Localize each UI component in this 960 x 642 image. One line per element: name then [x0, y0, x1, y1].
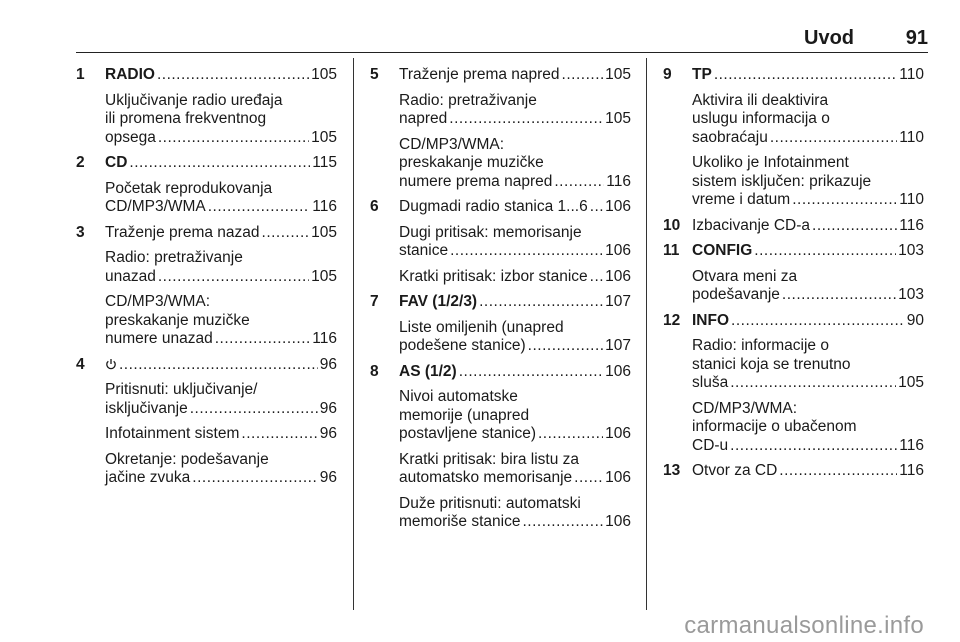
- toc-line-text: stanici koja se trenutno: [692, 355, 851, 373]
- watermark: carmanualsonline.info: [684, 612, 924, 639]
- toc-line-text: Početak reprodukovanja: [105, 179, 273, 197]
- toc-subentry: [399, 92, 631, 129]
- toc-subentry: [399, 224, 631, 261]
- toc-subentry: [105, 249, 337, 286]
- page-reference: 116: [606, 172, 631, 190]
- toc-line-text: isključivanje: [105, 399, 188, 417]
- page-reference: 115: [312, 154, 337, 171]
- dot-leader: [158, 268, 309, 287]
- toc-line-text: INFO: [692, 311, 730, 329]
- toc-line: [105, 66, 337, 85]
- spacer: [399, 381, 631, 388]
- toc-line-text: CONFIG: [692, 242, 753, 259]
- toc-line-text: CD-u: [692, 436, 729, 454]
- toc-line-text: Okretanje: podešavanje: [105, 450, 269, 468]
- page-reference: 106: [605, 362, 631, 380]
- toc-entry: [370, 363, 631, 532]
- page-reference: 96: [319, 469, 337, 486]
- toc-entry: [663, 312, 924, 456]
- page-reference: 106: [605, 267, 631, 285]
- toc-line-text: RADIO: [105, 66, 155, 83]
- page-reference: 105: [311, 267, 337, 285]
- spacer: [76, 488, 337, 495]
- toc-line-text: jačine zvuka: [105, 469, 191, 486]
- page-reference: 116: [312, 330, 337, 347]
- toc-line-text: Dugmadi radio stanica 1...6: [399, 198, 588, 215]
- toc-line: [105, 469, 337, 488]
- toc-line: [692, 462, 924, 481]
- spacer: [105, 242, 337, 249]
- toc-line-text: CD: [105, 154, 128, 171]
- toc-subentry: [105, 293, 337, 349]
- dot-leader: [770, 129, 897, 148]
- dot-leader: [157, 66, 309, 85]
- toc-line-text: Traženje prema nazad: [105, 223, 260, 241]
- item-number: 9: [663, 66, 672, 83]
- page-reference: 106: [605, 513, 631, 530]
- dot-leader: [554, 173, 604, 192]
- toc-line-text: CD/MP3/WMA:: [105, 293, 211, 310]
- toc-subentry: [105, 180, 337, 217]
- spacer: [692, 330, 924, 337]
- spacer: [663, 455, 924, 462]
- spacer: [399, 261, 631, 268]
- item-number: 13: [663, 462, 681, 479]
- dot-leader: [730, 437, 897, 456]
- spacer: [399, 312, 631, 319]
- dot-leader: [158, 129, 309, 148]
- spacer: [692, 147, 924, 154]
- dot-leader: [459, 363, 603, 382]
- toc-line-text: postavljene stanice): [399, 425, 536, 442]
- toc-entry: [76, 66, 337, 147]
- toc-line-text: opsega: [105, 128, 156, 146]
- toc-column-3: [663, 66, 924, 488]
- dot-leader: [731, 312, 905, 331]
- column-divider: [353, 58, 354, 610]
- item-number: 11: [663, 242, 680, 259]
- page-reference: 96: [319, 399, 337, 417]
- toc-entry: [663, 462, 924, 481]
- toc-line: [105, 425, 337, 444]
- toc-line: [399, 173, 631, 192]
- toc-entry: [76, 356, 337, 488]
- toc-entry: [76, 154, 337, 217]
- toc-line-text: Radio: pretraživanje: [399, 91, 537, 109]
- toc-subentry: [692, 92, 924, 148]
- dot-leader: [450, 242, 603, 261]
- item-number: 12: [663, 311, 681, 329]
- toc-line-text: ili promena frekventnog: [105, 110, 267, 127]
- spacer: [370, 356, 631, 363]
- page-reference: 90: [906, 311, 924, 329]
- toc-line-text: Duže pritisnuti: automatski: [399, 494, 581, 512]
- page-reference: 96: [319, 355, 337, 373]
- toc-line: [105, 268, 337, 287]
- dot-leader: [590, 268, 603, 287]
- spacer: [370, 191, 631, 198]
- page-reference: 105: [605, 66, 631, 83]
- toc-line-text: AS (1/2): [399, 362, 457, 380]
- spacer: [76, 217, 337, 224]
- toc-entry: [663, 242, 924, 305]
- dot-leader: [574, 469, 603, 488]
- dot-leader: [714, 66, 897, 85]
- section-title: Uvod: [804, 27, 854, 49]
- toc-line: [399, 293, 631, 312]
- item-number: 7: [370, 293, 379, 310]
- spacer: [399, 129, 631, 136]
- spacer: [76, 147, 337, 154]
- spacer: [105, 418, 337, 425]
- dot-leader: [241, 425, 317, 444]
- spacer: [663, 481, 924, 488]
- toc-line-text: TP: [692, 66, 712, 83]
- toc-subentry: [105, 425, 337, 444]
- toc-line-text: CD/MP3/WMA: [105, 198, 206, 215]
- dot-leader: [792, 191, 897, 210]
- toc-line-text: memorije (unapred: [399, 406, 530, 424]
- spacer: [663, 235, 924, 242]
- toc-subentry: [692, 268, 924, 305]
- toc-line: [105, 400, 337, 419]
- dot-leader: [779, 462, 897, 481]
- toc-line: [105, 154, 337, 173]
- page-reference: 105: [311, 223, 337, 241]
- toc-line: [399, 110, 631, 129]
- toc-line: [692, 286, 924, 305]
- toc-line-text: podešene stanice): [399, 337, 526, 354]
- page-reference: 106: [605, 242, 631, 259]
- toc-line-text: vreme i datum: [692, 191, 791, 208]
- toc-line: [105, 224, 337, 243]
- dot-leader: [262, 224, 310, 243]
- dot-leader: [812, 217, 897, 236]
- toc-line-text: numere prema napred: [399, 172, 553, 190]
- page-reference: 116: [899, 462, 924, 479]
- item-number: 6: [370, 198, 379, 215]
- dot-leader: [215, 330, 311, 349]
- toc-line-text: stanice: [399, 242, 449, 259]
- spacer: [105, 374, 337, 381]
- item-number: 1: [76, 66, 85, 83]
- toc-subentry: [399, 388, 631, 444]
- toc-subentry: [692, 337, 924, 393]
- toc-line: [399, 198, 631, 217]
- toc-subentry: [399, 268, 631, 287]
- toc-line: [105, 356, 337, 375]
- toc-line: [399, 242, 631, 261]
- toc-subentry: [399, 495, 631, 532]
- item-number: 5: [370, 66, 379, 83]
- toc-line-text: Aktivira ili deaktivira: [692, 91, 829, 109]
- dot-leader: [192, 469, 317, 488]
- page-reference: 103: [898, 242, 924, 259]
- toc-line-text: saobraćaju: [692, 128, 768, 146]
- toc-line-text: sistem isključen: prikazuje: [692, 172, 872, 190]
- toc-column-1: [76, 66, 337, 495]
- toc-line-text: Izbacivanje CD-a: [692, 216, 811, 234]
- page-reference: 107: [605, 337, 631, 354]
- page-reference: 105: [898, 374, 924, 391]
- toc-line-text: unazad: [105, 267, 156, 285]
- spacer: [663, 210, 924, 217]
- toc-line-text: napred: [399, 110, 448, 127]
- toc-line-text: memoriše stanice: [399, 513, 521, 530]
- toc-line-text: uslugu informacija o: [692, 110, 830, 127]
- toc-line-text: Otvor za CD: [692, 462, 778, 479]
- toc-line: [399, 66, 631, 85]
- toc-line: [692, 437, 924, 456]
- column-divider: [646, 58, 647, 610]
- dot-leader: [782, 286, 896, 305]
- toc-line-text: numere unazad: [105, 330, 213, 347]
- toc-entry: [370, 293, 631, 356]
- item-number: 2: [76, 154, 85, 171]
- page-reference: 116: [899, 436, 924, 454]
- toc-subentry: [399, 319, 631, 356]
- page-reference: 110: [899, 128, 924, 146]
- toc-entry: [76, 224, 337, 349]
- page-reference: 116: [899, 216, 924, 234]
- toc-subentry: [105, 451, 337, 488]
- dot-leader: [528, 337, 603, 356]
- page-reference: 106: [605, 469, 631, 486]
- spacer: [105, 286, 337, 293]
- toc-line-text: [105, 356, 117, 375]
- toc-line: [692, 66, 924, 85]
- dot-leader: [590, 198, 603, 217]
- page-reference: 96: [319, 425, 337, 442]
- item-number: 4: [76, 355, 85, 373]
- page-reference: 106: [605, 425, 631, 442]
- dot-leader: [522, 513, 603, 532]
- dot-leader: [562, 66, 604, 85]
- toc-line-text: Radio: pretraživanje: [105, 249, 243, 266]
- toc-line: [692, 312, 924, 331]
- toc-line-text: Dugi pritisak: memorisanje: [399, 223, 582, 241]
- page-reference: 105: [311, 66, 337, 83]
- toc-line-text: CD/MP3/WMA:: [399, 135, 505, 153]
- page-number: 91: [905, 27, 928, 49]
- dot-leader: [754, 242, 896, 261]
- toc-entry: [370, 66, 631, 191]
- toc-line-text: Radio: informacije o: [692, 337, 829, 354]
- dot-leader: [538, 425, 603, 444]
- page-reference: 105: [605, 110, 631, 127]
- spacer: [692, 393, 924, 400]
- dot-leader: [730, 374, 896, 393]
- toc-entry: [663, 217, 924, 236]
- toc-subentry: [105, 381, 337, 418]
- toc-line-text: Kratki pritisak: bira listu za: [399, 450, 580, 468]
- page-reference: 105: [311, 128, 337, 146]
- toc-line-text: Uključivanje radio uređaja: [105, 91, 283, 109]
- toc-line: [399, 469, 631, 488]
- spacer: [692, 261, 924, 268]
- spacer: [370, 532, 631, 539]
- page-reference: 116: [312, 198, 337, 215]
- toc-subentry: [692, 400, 924, 456]
- dot-leader: [479, 293, 603, 312]
- toc-line: [105, 330, 337, 349]
- spacer: [692, 85, 924, 92]
- toc-line-text: informacije o ubačenom: [692, 418, 857, 435]
- power-icon: [105, 358, 117, 370]
- toc-line-text: sluša: [692, 374, 729, 391]
- toc-subentry: [105, 92, 337, 148]
- spacer: [370, 286, 631, 293]
- toc-line: [105, 129, 337, 148]
- dot-leader: [119, 356, 318, 375]
- dot-leader: [190, 400, 318, 419]
- toc-line-text: Kratki pritisak: izbor stanice: [399, 267, 588, 285]
- item-number: 10: [663, 216, 681, 234]
- toc-entry: [370, 198, 631, 286]
- page-reference: 110: [899, 66, 924, 83]
- toc-line: [399, 337, 631, 356]
- page-reference: 103: [898, 286, 924, 303]
- spacer: [105, 173, 337, 180]
- toc-line-text: Liste omiljenih (unapred: [399, 318, 564, 336]
- spacer: [663, 305, 924, 312]
- toc-line: [105, 198, 337, 217]
- toc-entry: [663, 66, 924, 210]
- toc-line-text: Pritisnuti: uključivanje/: [105, 381, 258, 398]
- page-reference: 106: [605, 198, 631, 215]
- toc-line-text: preskakanje muzičke: [105, 311, 250, 329]
- toc-line-text: Traženje prema napred: [399, 66, 560, 83]
- toc-line: [399, 363, 631, 382]
- page-reference: 110: [899, 191, 924, 208]
- dot-leader: [129, 154, 310, 173]
- toc-line-text: Infotainment sistem: [105, 425, 240, 442]
- toc-subentry: [399, 451, 631, 488]
- toc-line: [692, 129, 924, 148]
- toc-line-text: podešavanje: [692, 286, 780, 303]
- spacer: [399, 217, 631, 224]
- toc-line-text: Nivoi automatske: [399, 388, 518, 405]
- page-header: [76, 26, 928, 53]
- toc-line: [692, 217, 924, 236]
- toc-column-2: [370, 66, 631, 539]
- item-number: 3: [76, 223, 85, 241]
- page-reference: 107: [605, 293, 631, 310]
- toc-line: [399, 425, 631, 444]
- toc-line: [692, 374, 924, 393]
- toc-line: [399, 513, 631, 532]
- toc-line-text: automatsko memorisanje: [399, 469, 573, 486]
- toc-line-text: preskakanje muzičke: [399, 154, 544, 171]
- spacer: [399, 488, 631, 495]
- spacer: [76, 349, 337, 356]
- spacer: [105, 444, 337, 451]
- dot-leader: [208, 198, 311, 217]
- spacer: [399, 85, 631, 92]
- spacer: [105, 85, 337, 92]
- item-number: 8: [370, 362, 379, 380]
- toc-subentry: [692, 154, 924, 210]
- toc-line: [399, 268, 631, 287]
- spacer: [399, 444, 631, 451]
- toc-line: [692, 242, 924, 261]
- toc-subentry: [399, 136, 631, 192]
- toc-line-text: CD/MP3/WMA:: [692, 399, 798, 417]
- dot-leader: [449, 110, 603, 129]
- toc-line-text: Ukoliko je Infotainment: [692, 154, 849, 171]
- toc-line-text: FAV (1/2/3): [399, 293, 478, 310]
- toc-line-text: Otvara meni za: [692, 267, 798, 285]
- toc-line: [692, 191, 924, 210]
